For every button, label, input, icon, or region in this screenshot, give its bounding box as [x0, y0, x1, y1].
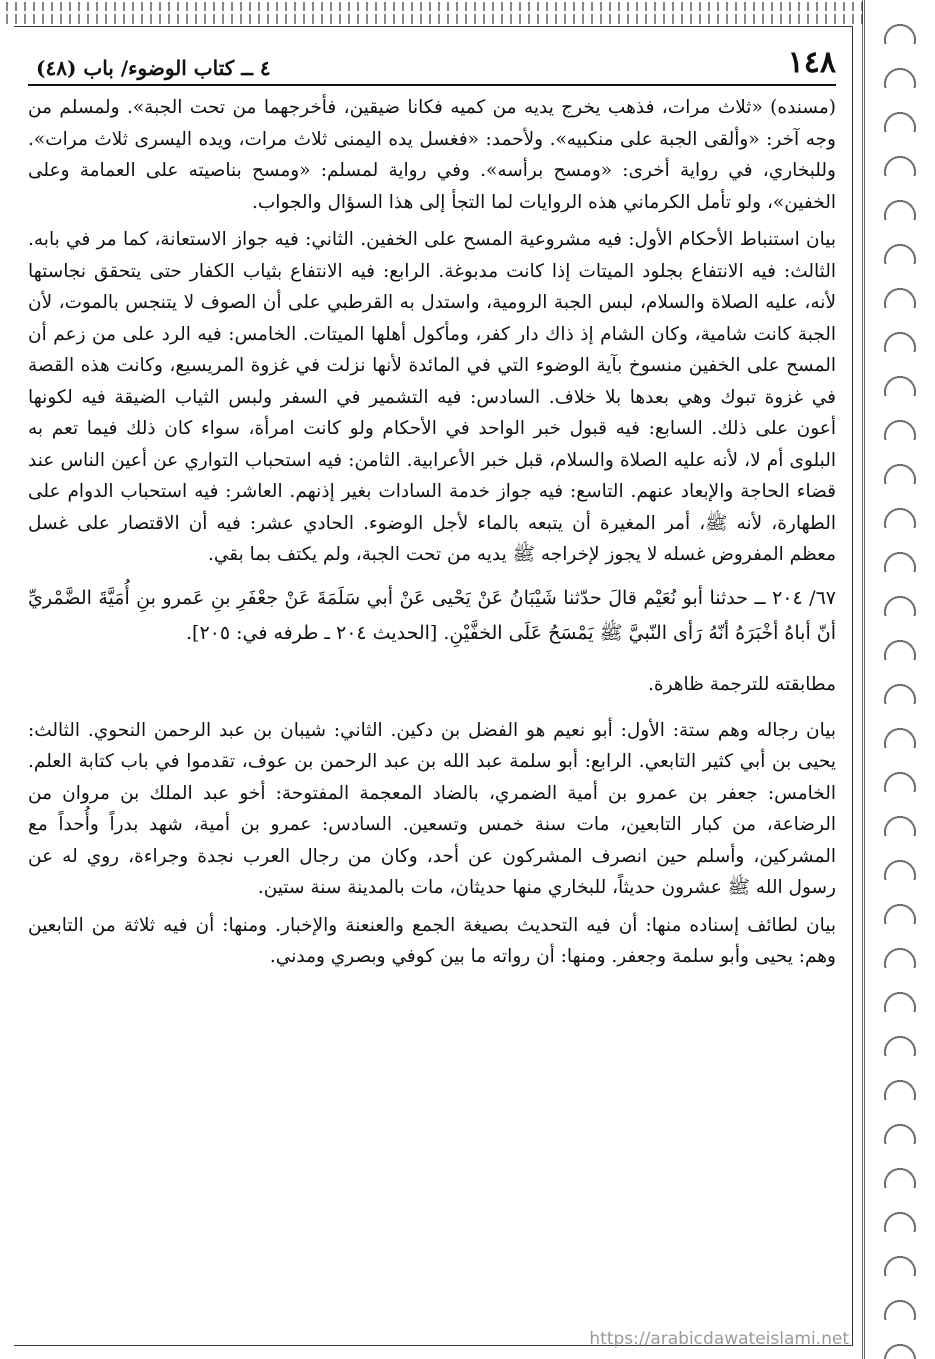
paragraph-rulings: بيان استنباط الأحكام الأول: فيه مشروعية المسح على الخفين. الثاني: فيه جواز الاستعانة، كما مر في بابه. الثالث: فيه الانتفاع بجلود الميتات إذا كانت مدبوغة. الرابع: فيه الانتفاع بثياب الكفار حتى يتحقق نجاستها لأنه، عليه الصلاة والسلام، لبس الجبة الرومية، واستدل به القرطبي على أن الصوف لا يتنجس بالموت، لأن الجبة كانت شامية، وكان الشام إذ ذاك دار كفر، ومأكول أهلها الميتات. الخامس: فيه الرد على من زعم أن المسح على الخفين منسوخ بآية الوضوء التي في المائدة لأنها نزلت في غزوة المريسيع، وكانت هذه القصة في غزوة تبوك وهي بعدها بلا خلاف. السادس: فيه التشمير في السفر ولبس الثياب الضيقة فيه لكونها أعون على ذلك. السابع: فيه قبول خبر الواحد في الأحكام ولو كانت امرأة، سواء كان ذلك فيما تعم به البلوى أم لا، لأنه عليه الصلاة والسلام، قبل خبر الأعرابية. الثامن: فيه استحباب التواري عن أعين الناس عند قضاء الحاجة والإبعاد عنهم. التاسع: فيه جواز خدمة السادات بغير إذنهم. العاشر: فيه استحباب الدوام على الطهارة، لأنه ﷺ، أمر المغيرة أن يتبعه بالماء لأجل الوضوء. الحادي عشر: فيه أن الاقتصار على غسل معظم المفروض غسله لا يجوز لإخراجه ﷺ يديه من تحت الجبة، ولم يكتف بما بقي.	[28, 229, 836, 565]
side-ornament-border	[862, 0, 935, 1359]
page-number: ١٤٨	[787, 45, 836, 80]
hadith-text: ٦٧/ ٢٠٤ ــ حدثنا أبو نُعَيْم قالَ حدّثنا شَيْبَانُ عَنْ يَحْيى عَنْ أبي سَلَمَةَ عَنْ جعْفَرِ بنِ عَمرو بنِ أُمَيَّةَ الضَّمْريِّ أنّ أباهُ أخْبَرَهُ أنّهُ رَأى النّبيَّ ﷺ يَمْسَحُ عَلَى الخفَّيْنِ. [الحديث ٢٠٤ ـ طرفه في: ٢٠٥].	[28, 586, 836, 644]
paragraph-chain-subtleties: بيان لطائف إسناده منها: أن فيه التحديث بصيغة الجمع والعنعنة والإخبار. ومنها: أن فيه ثلاثة من التابعين وهم: يحيى وأبو سلمة وجعفر. ومنها: أن رواته ما بين كوفي وبصري ومدني.	[28, 914, 836, 967]
top-ornament-border	[6, 2, 864, 24]
paragraph-commentary: (مسنده) «ثلاث مرات، فذهب يخرج يديه من كميه فكانا ضيقين، فأخرجهما من تحت الجبة». ولمسلم من وجه آخر: «وألقى الجبة على منكبيه». ولأحمد: «فغسل يده اليمنى ثلاث مرات، ويده اليسرى ثلاث مرات». وللبخاري، في رواية أخرى: «ومسح برأسه». وفي رواية لمسلم: «ومسح بناصيته على العمامة وعلى الخفين»، ولو تأمل الكرماني هذه الروايات لما التجأ إلى هذا السؤال والجواب.	[28, 97, 836, 213]
page-header	[28, 40, 836, 86]
running-title: ٤ ــ كتاب الوضوء/ باب (٤٨)	[36, 56, 271, 80]
watermark-url: https://arabicdawateislami.net	[589, 1329, 849, 1349]
paragraph-correspondence: مطابقته للترجمة ظاهرة.	[648, 673, 836, 695]
book-page	[28, 40, 836, 979]
paragraph-narrators: بيان رجاله وهم ستة: الأول: أبو نعيم هو الفضل بن دكين. الثاني: شيبان بن عبد الرحمن النحوي. الثالث: يحيى بن أبي كثير التابعي. الرابع: أبو سلمة عبد الله بن عبد الرحمن بن عوف، تقدموا في باب كتابة العلم. الخامس: جعفر بن عمرو بن أمية الضمري، بالضاد المعجمة المفتوحة: أخو عبد الملك بن مروان من الرضاعة، من كبار التابعين، مات سنة خمس وتسعين. السادس: عمرو بن أمية، شهد بدراً وأُحداً مع المشركين، وأسلم حين انصرف المشركون عن أحد، وكان من رجال العرب نجدة وجراءة، روي له عن رسول الله ﷺ عشرون حديثاً، للبخاري منها حديثان، مات بالمدينة سنة ستين.	[28, 719, 836, 898]
